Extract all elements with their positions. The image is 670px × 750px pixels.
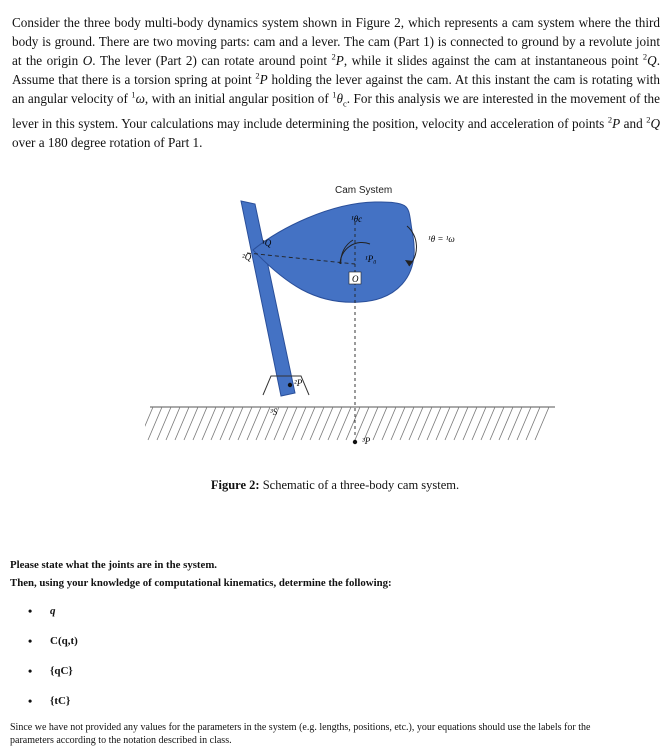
point-3p bbox=[353, 440, 357, 444]
figure-caption: Figure 2: Schematic of a three-body cam system. bbox=[210, 478, 460, 492]
label-2q: ²Q bbox=[242, 252, 252, 262]
label-o: O bbox=[352, 274, 359, 284]
ground-hatching bbox=[145, 407, 555, 440]
instructions bbox=[10, 556, 392, 592]
label-3s: ³S bbox=[270, 407, 278, 417]
cam-part-1 bbox=[253, 202, 414, 302]
problem-statement: Consider the three body multi-body dynamics system shown in Figure 2, which represents a cam system where the third body is ground. There are two moving parts: cam and a lever. The cam (Part 1) is connected to ground by a revolute joint at the origin O. The lever (Part 2) can rotate around point $^2$P, while it slides against the cam at instantaneous point $^2$Q. Assume that there is a torsion spring at point $^2$P holding the lever against the cam. At this instant the cam is rotating with an angular velocity of $^1$ω, with an initial angular position of $^1\theta_c$. For this analysis we are interested in the movement of the lever in this system. Your calculations may include determining the position, velocity and acceleration of points $^2$P and $^2$Q over a 180 degree rotation of Part 1. bbox=[12, 15, 660, 150]
label-2p: ²P bbox=[294, 378, 303, 388]
pivot-2p bbox=[288, 383, 292, 387]
label-1p0: ¹P₀ bbox=[365, 254, 377, 264]
label-1q: ¹Q bbox=[262, 238, 272, 248]
list-item: • C(q,t) bbox=[28, 633, 78, 648]
instruction-determine: Then, using your knowledge of computational kinematics, determine the following: bbox=[10, 577, 392, 589]
label-3p: ³P bbox=[362, 436, 371, 446]
list-item: • q bbox=[28, 603, 56, 618]
footnote: Since we have not provided any values for the parameters in the system (e.g. lengths, positions, etc.), your equations should use the labels for the parameters according to the notation described in class. bbox=[10, 722, 591, 746]
figure-title: Cam System bbox=[335, 185, 393, 196]
theta-omega-label: ¹θ = ¹ω bbox=[428, 234, 455, 244]
question-list bbox=[28, 596, 78, 716]
instruction-joints: Please state what the joints are in the system. bbox=[10, 559, 218, 571]
list-item: • {tC} bbox=[28, 693, 71, 708]
list-item: • {qC} bbox=[28, 663, 73, 678]
cam-system-figure bbox=[145, 178, 565, 458]
theta-c-label: ¹θc bbox=[351, 214, 363, 224]
